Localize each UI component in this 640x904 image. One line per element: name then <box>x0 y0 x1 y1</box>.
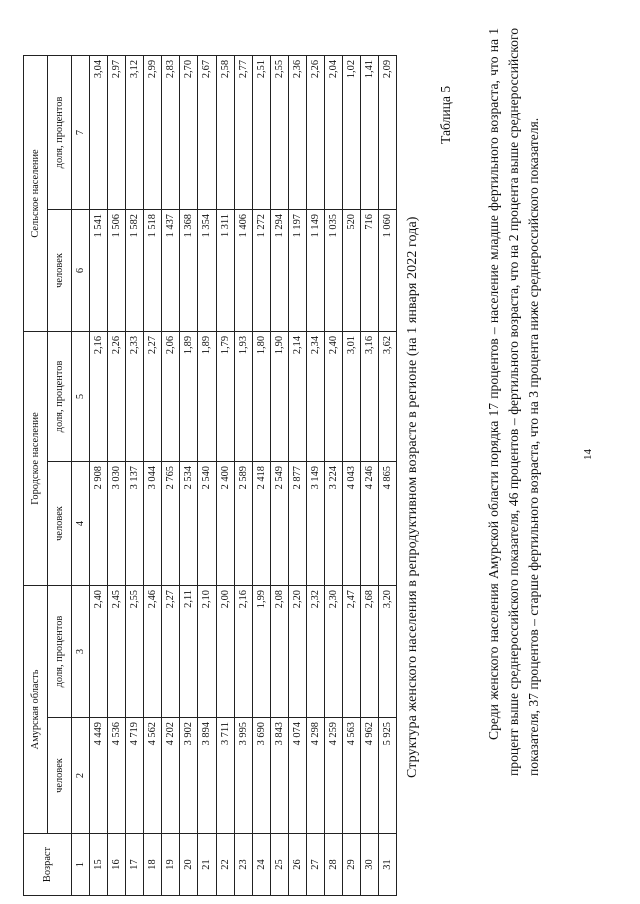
value-cell: 2,70 <box>180 55 198 209</box>
table-subheader-row <box>48 55 72 895</box>
age-cell: 30 <box>360 834 378 896</box>
index-cell: 2 <box>72 718 90 834</box>
value-cell: 3 149 <box>306 462 324 586</box>
table-row <box>198 55 216 895</box>
age-cell: 15 <box>90 834 108 896</box>
age-cell: 26 <box>288 834 306 896</box>
index-cell: 3 <box>72 586 90 718</box>
age-cell: 22 <box>216 834 234 896</box>
value-cell: 2,99 <box>144 55 162 209</box>
age-cell: 27 <box>306 834 324 896</box>
age-cell: 16 <box>108 834 126 896</box>
value-cell: 4 298 <box>306 718 324 834</box>
value-cell: 716 <box>360 209 378 331</box>
table-row <box>252 55 270 895</box>
value-cell: 2,20 <box>288 586 306 718</box>
value-cell: 3 902 <box>180 718 198 834</box>
table-row <box>270 55 288 895</box>
value-cell: 1 354 <box>198 209 216 331</box>
table-header-row <box>24 55 48 895</box>
intro-paragraph <box>484 28 544 776</box>
value-cell: 2 589 <box>234 462 252 586</box>
value-cell: 1 506 <box>108 209 126 331</box>
age-cell: 29 <box>342 834 360 896</box>
value-cell: 1 368 <box>180 209 198 331</box>
age-cell: 23 <box>234 834 252 896</box>
subheader-people: человек <box>48 718 72 834</box>
value-cell: 2,10 <box>198 586 216 718</box>
value-cell: 4 865 <box>378 462 396 586</box>
value-cell: 3 711 <box>216 718 234 834</box>
value-cell: 2,55 <box>270 55 288 209</box>
age-cell: 28 <box>324 834 342 896</box>
value-cell: 3,62 <box>378 331 396 461</box>
value-cell: 2 765 <box>162 462 180 586</box>
value-cell: 2,36 <box>288 55 306 209</box>
value-cell: 2,46 <box>144 586 162 718</box>
value-cell: 2,47 <box>342 586 360 718</box>
value-cell: 4 246 <box>360 462 378 586</box>
value-cell: 1 060 <box>378 209 396 331</box>
age-cell: 24 <box>252 834 270 896</box>
value-cell: 1,02 <box>342 55 360 209</box>
header-group-rural: Сельское население <box>24 55 48 331</box>
table-row <box>180 55 198 895</box>
value-cell: 2,34 <box>306 331 324 461</box>
value-cell: 1 582 <box>126 209 144 331</box>
value-cell: 2 540 <box>198 462 216 586</box>
index-cell: 7 <box>72 55 90 209</box>
value-cell: 2,16 <box>90 331 108 461</box>
table-row <box>378 55 396 895</box>
index-cell: 1 <box>72 834 90 896</box>
value-cell: 3 224 <box>324 462 342 586</box>
value-cell: 2,32 <box>306 586 324 718</box>
value-cell: 2 400 <box>216 462 234 586</box>
value-cell: 2,40 <box>324 331 342 461</box>
subheader-people: человек <box>48 209 72 331</box>
value-cell: 2,45 <box>108 586 126 718</box>
value-cell: 3 843 <box>270 718 288 834</box>
value-cell: 4 074 <box>288 718 306 834</box>
value-cell: 2,27 <box>162 586 180 718</box>
value-cell: 2,26 <box>306 55 324 209</box>
value-cell: 3 044 <box>144 462 162 586</box>
value-cell: 5 925 <box>378 718 396 834</box>
table-row <box>144 55 162 895</box>
value-cell: 1 294 <box>270 209 288 331</box>
value-cell: 3,20 <box>378 586 396 718</box>
value-cell: 4 536 <box>108 718 126 834</box>
value-cell: 2,00 <box>216 586 234 718</box>
value-cell: 1 035 <box>324 209 342 331</box>
table-row <box>306 55 324 895</box>
age-cell: 18 <box>144 834 162 896</box>
population-table <box>23 55 397 896</box>
value-cell: 2 877 <box>288 462 306 586</box>
table-row <box>126 55 144 895</box>
value-cell: 2 534 <box>180 462 198 586</box>
value-cell: 520 <box>342 209 360 331</box>
value-cell: 2 908 <box>90 462 108 586</box>
value-cell: 1,89 <box>198 331 216 461</box>
value-cell: 2,26 <box>108 331 126 461</box>
value-cell: 1 518 <box>144 209 162 331</box>
header-group-urban: Городское население <box>24 331 48 585</box>
table-row <box>360 55 378 895</box>
table-title: Структура женского населения в репродуктивном возрасте в регионе (на 1 января 2022 года) <box>405 216 420 778</box>
index-cell: 6 <box>72 209 90 331</box>
table-row <box>216 55 234 895</box>
value-cell: 4 449 <box>90 718 108 834</box>
value-cell: 4 043 <box>342 462 360 586</box>
value-cell: 1 311 <box>216 209 234 331</box>
table-row <box>324 55 342 895</box>
table-index-row <box>72 55 90 895</box>
index-cell: 5 <box>72 331 90 461</box>
value-cell: 4 562 <box>144 718 162 834</box>
table-row <box>162 55 180 895</box>
age-cell: 21 <box>198 834 216 896</box>
table-row <box>90 55 108 895</box>
value-cell: 1,41 <box>360 55 378 209</box>
subheader-share: доля, процентов <box>48 55 72 209</box>
value-cell: 1 541 <box>90 209 108 331</box>
value-cell: 4 259 <box>324 718 342 834</box>
value-cell: 2,55 <box>126 586 144 718</box>
subheader-share: доля, процентов <box>48 586 72 718</box>
value-cell: 1,99 <box>252 586 270 718</box>
header-age: Возраст <box>24 834 72 896</box>
value-cell: 3,12 <box>126 55 144 209</box>
value-cell: 2,16 <box>234 586 252 718</box>
value-cell: 1,90 <box>270 331 288 461</box>
table-row <box>234 55 252 895</box>
value-cell: 3,01 <box>342 331 360 461</box>
value-cell: 4 719 <box>126 718 144 834</box>
value-cell: 1,80 <box>252 331 270 461</box>
value-cell: 1,79 <box>216 331 234 461</box>
table-row <box>288 55 306 895</box>
value-cell: 2,77 <box>234 55 252 209</box>
value-cell: 2,08 <box>270 586 288 718</box>
age-cell: 19 <box>162 834 180 896</box>
subheader-people: человек <box>48 462 72 586</box>
value-cell: 2,06 <box>162 331 180 461</box>
age-cell: 20 <box>180 834 198 896</box>
value-cell: 1 272 <box>252 209 270 331</box>
value-cell: 3 690 <box>252 718 270 834</box>
age-cell: 17 <box>126 834 144 896</box>
value-cell: 4 563 <box>342 718 360 834</box>
intro-paragraph-text: Среди женского населения Амурской области порядка 17 процентов – население младше фертильного возраста, что на 1 процент выше среднероссийского показателя, 46 процентов – фертильного возраста, что на 2 процента выше среднероссийского показателя, 37 процентов – старше фертильного возраста, что на 3 процента ниже среднероссийского показателя. <box>486 28 541 776</box>
subheader-share: доля, процентов <box>48 331 72 461</box>
value-cell: 2,67 <box>198 55 216 209</box>
value-cell: 2,11 <box>180 586 198 718</box>
value-cell: 1 437 <box>162 209 180 331</box>
value-cell: 2,83 <box>162 55 180 209</box>
value-cell: 2 418 <box>252 462 270 586</box>
value-cell: 2,58 <box>216 55 234 209</box>
age-cell: 31 <box>378 834 396 896</box>
value-cell: 2,09 <box>378 55 396 209</box>
value-cell: 1 197 <box>288 209 306 331</box>
value-cell: 3 137 <box>126 462 144 586</box>
table-number: Таблица 5 <box>438 85 453 144</box>
value-cell: 2,27 <box>144 331 162 461</box>
age-cell: 25 <box>270 834 288 896</box>
value-cell: 2,04 <box>324 55 342 209</box>
value-cell: 2,30 <box>324 586 342 718</box>
value-cell: 3,16 <box>360 331 378 461</box>
header-group-amur: Амурская область <box>24 586 48 834</box>
value-cell: 3 030 <box>108 462 126 586</box>
value-cell: 2,33 <box>126 331 144 461</box>
value-cell: 1 149 <box>306 209 324 331</box>
value-cell: 3,04 <box>90 55 108 209</box>
value-cell: 2,97 <box>108 55 126 209</box>
value-cell: 4 202 <box>162 718 180 834</box>
value-cell: 2,14 <box>288 331 306 461</box>
table-row <box>342 55 360 895</box>
value-cell: 1 406 <box>234 209 252 331</box>
index-cell: 4 <box>72 462 90 586</box>
page-number: 14 <box>582 449 594 460</box>
value-cell: 4 962 <box>360 718 378 834</box>
value-cell: 2 549 <box>270 462 288 586</box>
table-row <box>108 55 126 895</box>
value-cell: 1,93 <box>234 331 252 461</box>
value-cell: 2,51 <box>252 55 270 209</box>
value-cell: 1,89 <box>180 331 198 461</box>
value-cell: 3 995 <box>234 718 252 834</box>
value-cell: 2,40 <box>90 586 108 718</box>
value-cell: 3 894 <box>198 718 216 834</box>
value-cell: 2,68 <box>360 586 378 718</box>
